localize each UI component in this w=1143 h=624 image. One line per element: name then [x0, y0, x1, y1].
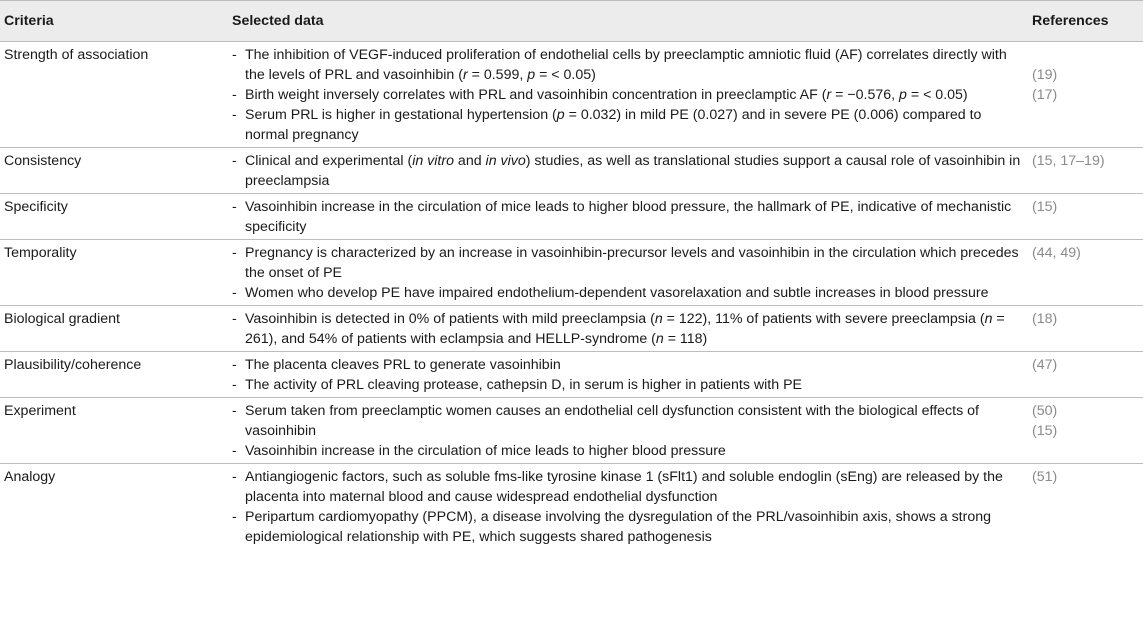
point-text: Women who develop PE have impaired endothelium-dependent vasorelaxation and subtle increases in blood pressure — [245, 285, 989, 301]
criteria-cell: Temporality — [0, 240, 228, 306]
italic-text: n — [654, 311, 663, 327]
italic-text: n — [984, 311, 993, 327]
point-text: = < 0.05) — [906, 87, 968, 103]
data-points-list — [232, 197, 1024, 237]
italic-text: r — [462, 67, 468, 83]
data-point — [232, 355, 1024, 375]
reference-link[interactable]: (19) — [1032, 67, 1058, 83]
data-point — [232, 85, 1024, 105]
italic-text: r — [826, 87, 832, 103]
selected-data-cell — [228, 306, 1028, 352]
point-text: Vasoinhibin increase in the circulation of mice leads to higher blood pressure, the hallmark of PE, indicative of mechanistic specificity — [245, 199, 1012, 235]
header-criteria: Criteria — [0, 1, 228, 42]
point-text: = 118) — [663, 331, 708, 347]
table-row — [0, 398, 1143, 464]
data-points-list — [232, 355, 1024, 395]
data-point — [232, 375, 1024, 395]
selected-data-cell — [228, 42, 1028, 148]
point-text: Serum taken from preeclamptic women causes an endothelial cell dysfunction consistent with the biological effects of vasoinhibin — [245, 403, 979, 439]
data-point — [232, 309, 1024, 349]
table-row — [0, 306, 1143, 352]
selected-data-cell — [228, 464, 1028, 550]
table-row — [0, 194, 1143, 240]
point-text: ) studies, as well as translational studies support a causal role of vasoinhibin in preeclampsia — [245, 153, 1021, 189]
data-point — [232, 441, 1024, 461]
references-cell — [1028, 240, 1143, 306]
table-row — [0, 352, 1143, 398]
references-cell — [1028, 398, 1143, 464]
italic-text: p — [556, 107, 565, 123]
data-point — [232, 283, 1024, 303]
table-body — [0, 42, 1143, 550]
table-row — [0, 42, 1143, 148]
point-text: Serum PRL is higher in gestational hypertension ( — [245, 107, 557, 123]
data-point — [232, 507, 1024, 547]
criteria-cell: Consistency — [0, 148, 228, 194]
point-text: Birth weight inversely correlates with PRL and vasoinhibin concentration in preeclamptic AF ( — [245, 87, 827, 103]
criteria-cell: Strength of association — [0, 42, 228, 148]
point-text: = −0.576, — [831, 87, 900, 103]
point-text: Pregnancy is characterized by an increase in vasoinhibin-precursor levels and vasoinhibin in the circulation which precedes the onset of PE — [245, 245, 1019, 281]
point-text: Clinical and experimental ( — [245, 153, 413, 169]
references-cell — [1028, 42, 1143, 148]
reference-link[interactable]: (47) — [1032, 357, 1058, 373]
reference-link[interactable]: (15) — [1032, 199, 1058, 215]
italic-text: p — [899, 87, 907, 103]
point-text: = 261), and 54% of patients with eclampsia and HELLP-syndrome ( — [245, 311, 1005, 347]
reference-link[interactable]: (18) — [1032, 311, 1058, 327]
selected-data-cell — [228, 352, 1028, 398]
selected-data-cell — [228, 194, 1028, 240]
data-point — [232, 401, 1024, 441]
table-row — [0, 240, 1143, 306]
criteria-cell: Biological gradient — [0, 306, 228, 352]
point-text: Antiangiogenic factors, such as soluble fms-like tyrosine kinase 1 (sFlt1) and soluble endoglin (sEng) are released by the placenta into maternal blood and cause widespread endothelial dysfunction — [245, 469, 1003, 505]
italic-text: n — [655, 331, 664, 347]
references-cell — [1028, 306, 1143, 352]
selected-data-cell — [228, 240, 1028, 306]
data-point — [232, 105, 1024, 145]
reference-link[interactable]: (15, 17–19) — [1032, 153, 1105, 169]
reference-link[interactable]: (51) — [1032, 469, 1058, 485]
data-point — [232, 151, 1024, 191]
point-text: The placenta cleaves PRL to generate vasoinhibin — [245, 357, 561, 373]
data-points-list — [232, 243, 1024, 303]
header-selected-data: Selected data — [228, 1, 1028, 42]
italic-text: in vitro — [412, 153, 454, 169]
point-text: Peripartum cardiomyopathy (PPCM), a disease involving the dysregulation of the PRL/vasoinhibin axis, shows a strong epidemiological relationship with PE, which suggests shared pathogenesis — [245, 509, 992, 545]
references-cell — [1028, 194, 1143, 240]
criteria-cell: Experiment — [0, 398, 228, 464]
point-text: The inhibition of VEGF-induced proliferation of endothelial cells by preeclamptic amniotic fluid (AF) correlates directly with the levels of PRL and vasoinhibin ( — [245, 47, 1007, 83]
selected-data-cell — [228, 148, 1028, 194]
criteria-cell: Plausibility/coherence — [0, 352, 228, 398]
data-points-list — [232, 45, 1024, 145]
point-text: = 0.032) in mild PE (0.027) and in severe PE (0.006) compared to normal pregnancy — [245, 107, 982, 143]
references-cell — [1028, 352, 1143, 398]
italic-text: p — [527, 67, 536, 83]
data-point — [232, 45, 1024, 85]
point-text: = 122), 11% of patients with severe preeclampsia ( — [662, 311, 985, 327]
header-references: References — [1028, 1, 1143, 42]
header-row — [0, 1, 1143, 42]
data-point — [232, 243, 1024, 283]
reference-link[interactable]: (17) — [1032, 87, 1058, 103]
data-points-list — [232, 401, 1024, 461]
data-point — [232, 467, 1024, 507]
point-text: = 0.599, — [467, 67, 528, 83]
data-points-list — [232, 151, 1024, 191]
point-text: The activity of PRL cleaving protease, cathepsin D, in serum is higher in patients with PE — [245, 377, 802, 393]
point-text: Vasoinhibin is detected in 0% of patients with mild preeclampsia ( — [245, 311, 655, 327]
italic-text: in vivo — [485, 153, 526, 169]
reference-link[interactable]: (50) — [1032, 403, 1058, 419]
point-text: Vasoinhibin increase in the circulation of mice leads to higher blood pressure — [245, 443, 726, 459]
criteria-cell: Specificity — [0, 194, 228, 240]
table-row — [0, 148, 1143, 194]
references-cell — [1028, 148, 1143, 194]
selected-data-cell — [228, 398, 1028, 464]
reference-link[interactable]: (15) — [1032, 423, 1058, 439]
point-text: = < 0.05) — [535, 67, 596, 83]
reference-link[interactable]: (44, 49) — [1032, 245, 1081, 261]
data-points-list — [232, 309, 1024, 349]
references-cell — [1028, 464, 1143, 550]
data-point — [232, 197, 1024, 237]
point-text: and — [453, 153, 486, 169]
table-row — [0, 464, 1143, 550]
criteria-cell: Analogy — [4, 469, 56, 485]
data-points-list — [232, 467, 1024, 547]
